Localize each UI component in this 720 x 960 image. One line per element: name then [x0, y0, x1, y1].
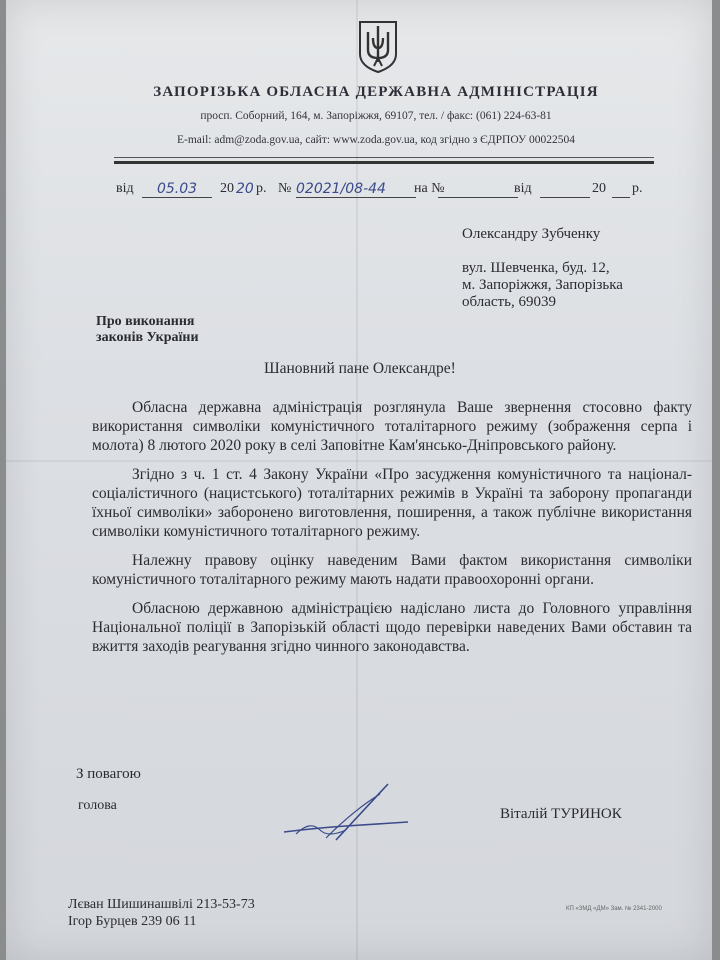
email-line: E-mail: adm@zoda.gov.ua, сайт: www.zoda.gov.ua, код згідно з ЄДРПОУ 00022504	[177, 134, 575, 146]
executor-1: Лєван Шишинашвілі 213-53-73	[68, 897, 255, 912]
year-prefix: 20	[220, 181, 234, 196]
recipient-city: м. Запоріжжя, Запорізька	[462, 277, 623, 293]
greeting: Шановний пане Олександре!	[264, 360, 456, 377]
recipient-name: Олександру Зубченку	[462, 226, 601, 242]
recipient-street: вул. Шевченка, буд. 12,	[462, 260, 610, 276]
vid-label: від	[514, 181, 532, 196]
year-handwritten: 20	[236, 181, 254, 197]
subject-line-1: Про виконання	[96, 314, 195, 329]
executor-2: Ігор Бурцев 239 06 11	[68, 914, 197, 929]
letterhead-divider-thick	[114, 161, 654, 164]
subject-line-2: законів України	[96, 330, 199, 345]
na-label: на №	[414, 181, 445, 196]
letter-sheet	[6, 0, 712, 960]
year2-prefix: 20	[592, 181, 606, 196]
letterhead-divider-thin	[114, 157, 654, 158]
executors-block	[68, 896, 255, 930]
address-line: просп. Соборний, 164, м. Запоріжжя, 69107, тел. / факс: (061) 224-63-81	[200, 110, 552, 122]
number-label: №	[278, 181, 292, 196]
handwritten-signature	[276, 780, 416, 850]
letter-body	[92, 398, 692, 666]
print-code: КП «ЗМД «ДМ» Зам. № 2341-2000	[566, 906, 662, 912]
letter-number: 02021/08-44	[296, 181, 416, 198]
closing-phrase: З повагою	[76, 766, 141, 782]
incoming-number-blank	[438, 181, 518, 198]
year2-blank	[612, 181, 630, 198]
letter-date: 05.03	[142, 181, 212, 198]
organization-title: ЗАПОРІЗЬКА ОБЛАСНА ДЕРЖАВНА АДМІНІСТРАЦІЯ	[153, 84, 599, 100]
recipient-block	[462, 226, 692, 311]
body-paragraph-1: Обласна державна адміністрація розглянула Ваше звернення стосовно факту використання символіки комуністичного тоталітарного режиму (зображення серпа і молота) 8 лютого 2020 року в селі Заповітне Кам'янсько-Дніпровського району.	[92, 399, 692, 454]
signer-position: голова	[78, 798, 117, 813]
incoming-date-blank	[540, 181, 590, 198]
body-paragraph-4: Обласною державною адміністрацією надіслано листа до Головного управління Національної поліції в Запорізькій області щодо перевірки наведених Вами обставин та вжиття заходів реагування згідно чинного законодавства.	[92, 600, 692, 655]
trident-emblem-icon	[356, 18, 400, 74]
reference-line	[116, 181, 676, 205]
body-paragraph-3: Належну правову оцінку наведеним Вами фактом використання символіки комуністичного тоталітарного режиму мають надати правоохоронні органи.	[92, 552, 692, 588]
from-label: від	[116, 181, 134, 196]
year-suffix: р.	[256, 181, 267, 196]
year2-suffix: р.	[632, 181, 643, 196]
signer-name: Віталій ТУРИНОК	[500, 806, 622, 822]
body-paragraph-2: Згідно з ч. 1 ст. 4 Закону України «Про засудження комуністичного та націонал-соціалістичного (нацистського) тоталітарних режимів в Україні та заборону пропаганди їхньої символіки» заборонено виготовлення, поширення, а також публічне використання символіки комуністичного тоталітарного режиму.	[92, 466, 692, 540]
subject-block	[96, 314, 296, 346]
recipient-region: область, 69039	[462, 294, 556, 310]
